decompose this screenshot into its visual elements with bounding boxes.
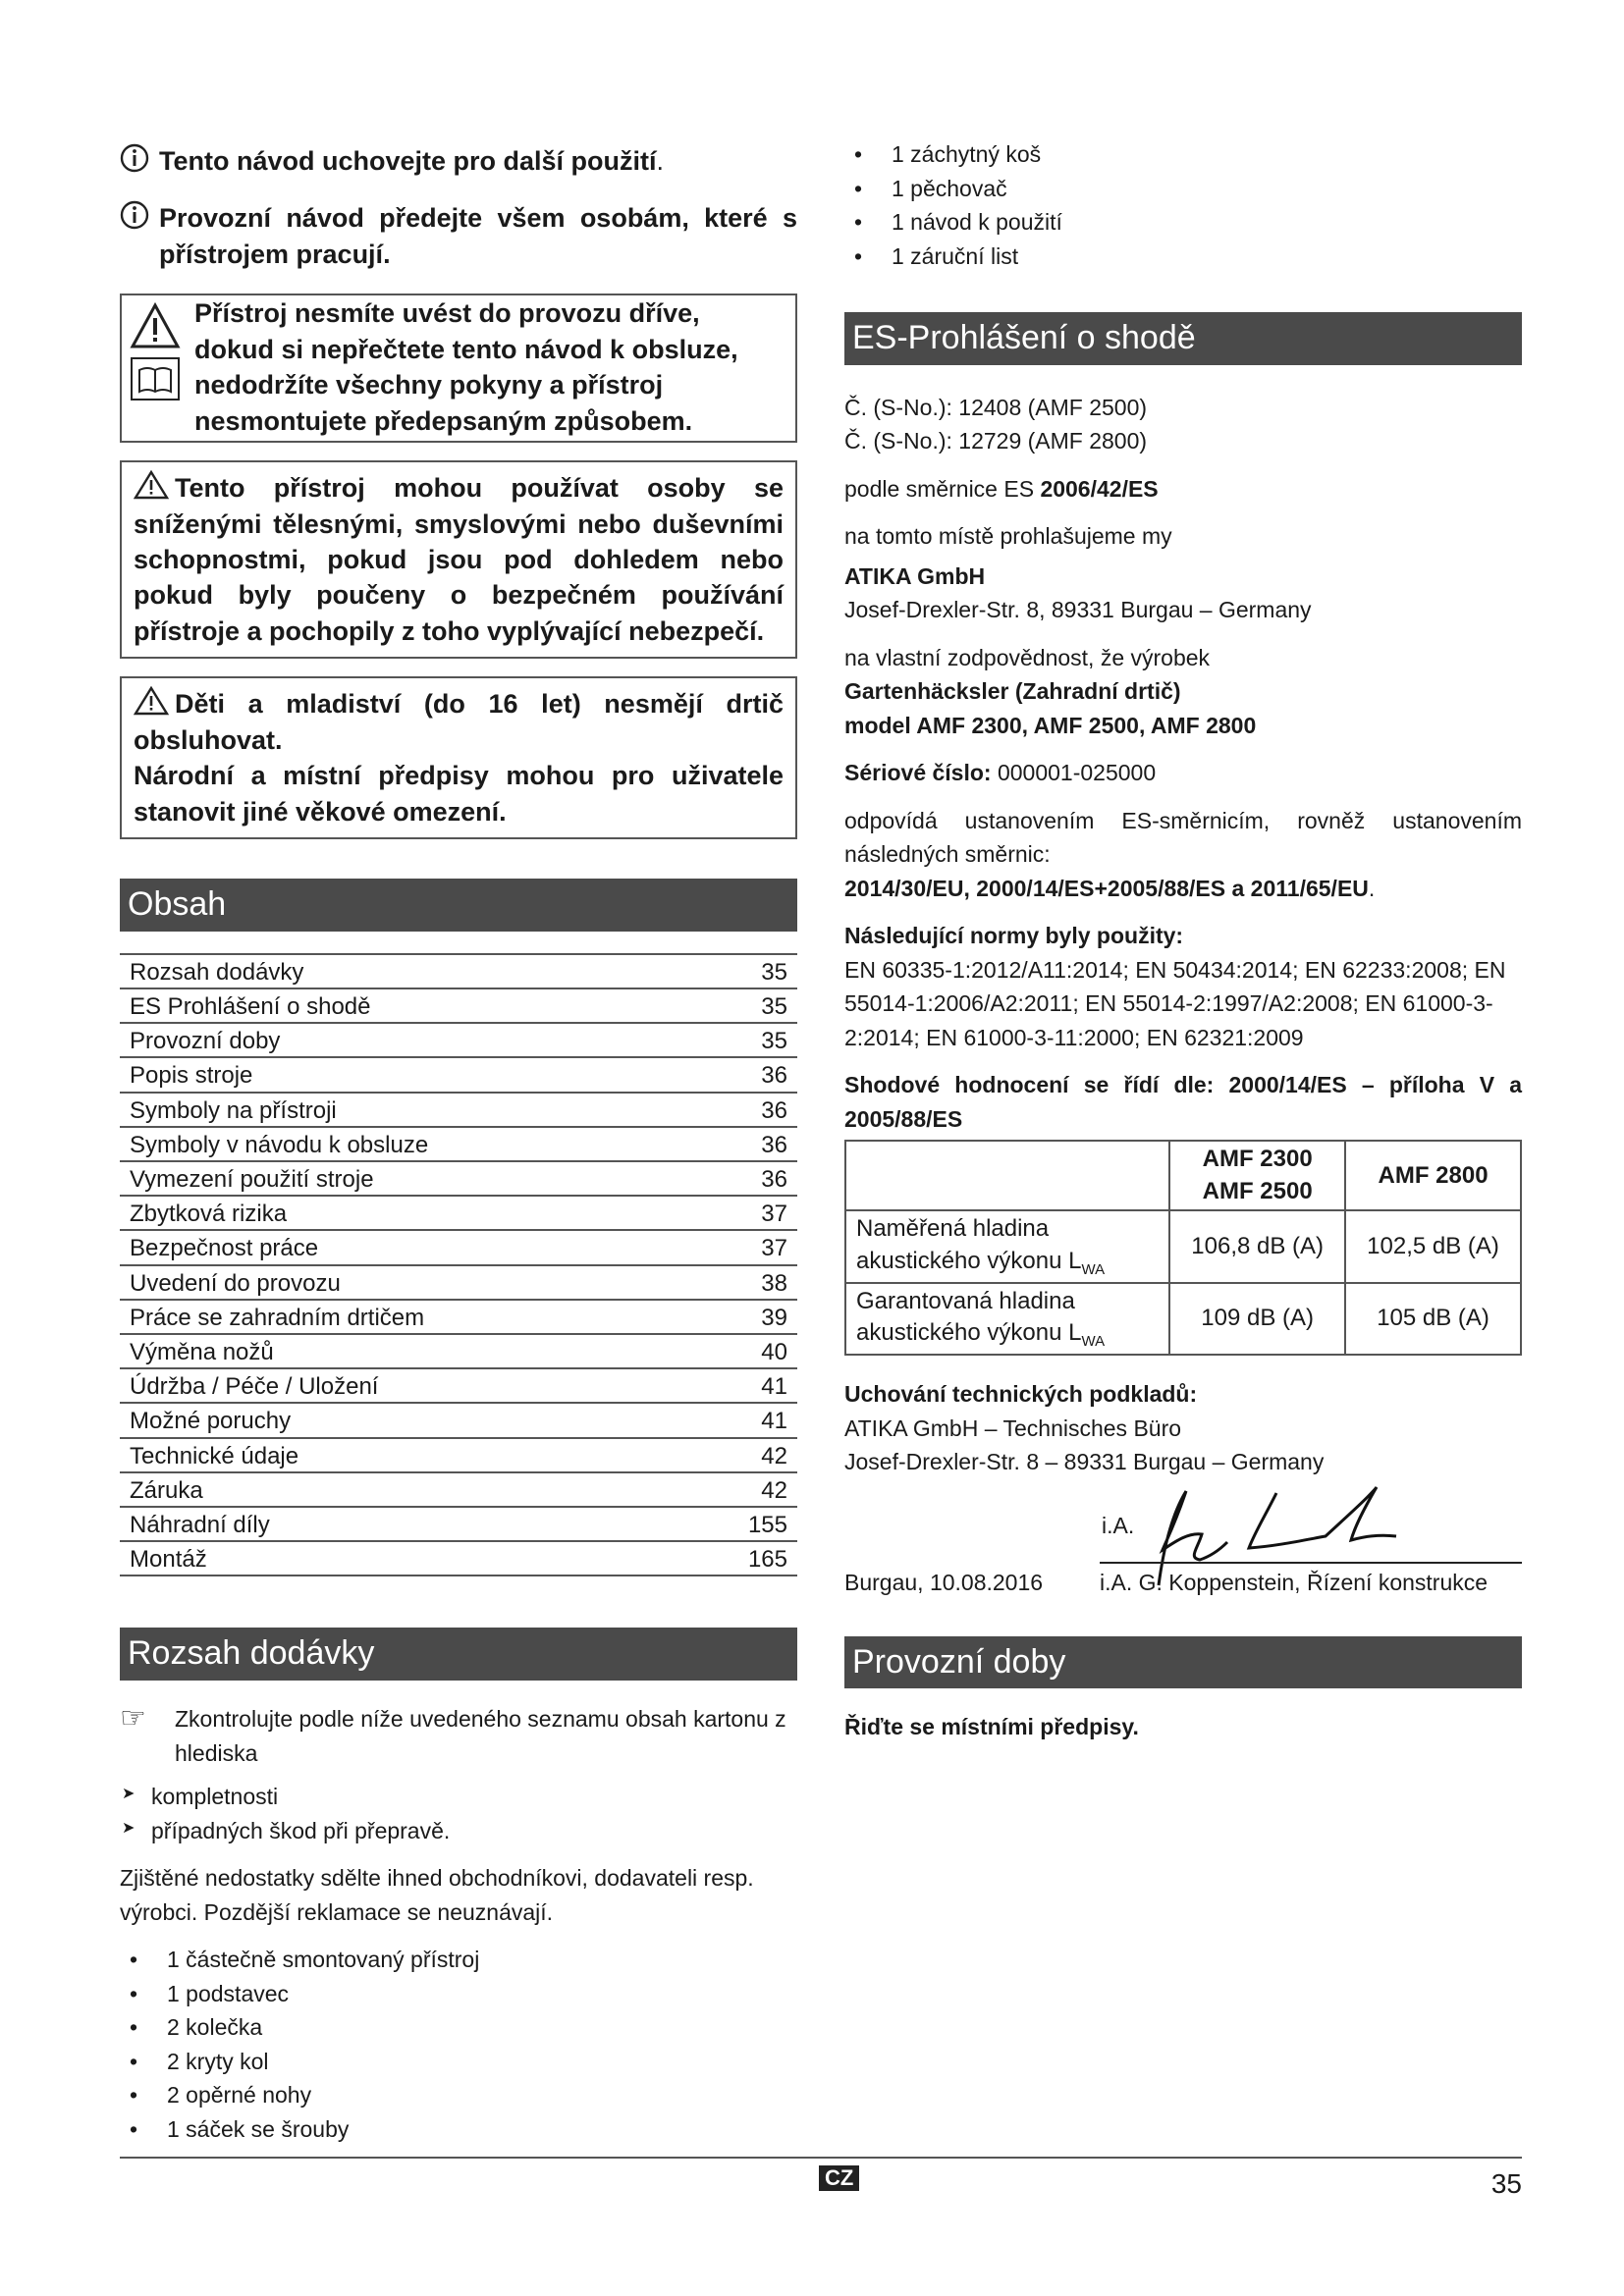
sound-row2-label: Garantovaná hladina akustického výkonu L [856,1287,1082,1346]
toc-page: 35 [699,988,797,1023]
toc-label: Práce se zahradním drtičem [120,1300,699,1334]
list-item: • 1 sáček se šrouby [120,2112,797,2147]
toc-page: 36 [699,1057,797,1092]
docs-line1: ATIKA GmbH – Technisches Büro [844,1415,1182,1441]
delivery-hint [120,1702,797,1770]
toc-label: Provozní doby [120,1023,699,1057]
place-date: Burgau, 10.08.2016 [844,1569,1044,1595]
toc-row [120,1541,797,1575]
list-item: • 2 kolečka [120,2010,797,2045]
sound-row1-label: Naměřená hladina akustického výkonu L [856,1215,1082,1274]
sound-row2-v1: 109 dB (A) [1169,1283,1345,1355]
toc-row [120,1023,797,1057]
toc-label: Zbytková rizika [120,1196,699,1230]
toc-page: 35 [699,954,797,988]
signature-block [844,1491,1522,1595]
toc-page: 36 [699,1161,797,1196]
toc-row [120,1057,797,1092]
toc-row [120,1127,797,1161]
toc-row [120,1161,797,1196]
company-address: Josef-Drexler-Str. 8, 89331 Burgau – Germany [844,597,1312,623]
product-name: Gartenhäcksler (Zahradní drtič) [844,678,1181,705]
toc-page: 38 [699,1265,797,1300]
section-heading-operating-hours: Provozní doby [844,1636,1522,1689]
warning-restricted-persons-text: Tento přístroj mohou používat osoby se sníženými tělesnými, smyslovými nebo duševními schopnostmi, pokud jsou pod dohledem nebo pokud byly poučeny o bezpečném používání přístroje a pochopily z toho vyplývající nebezpečí. [134,473,784,646]
toc-row [120,1093,797,1127]
toc-row [120,1438,797,1472]
toc-row [120,1507,797,1541]
toc-page: 41 [699,1403,797,1437]
info-icon [120,143,149,173]
sound-row2-v2: 105 dB (A) [1345,1283,1521,1355]
toc-label: Záruka [120,1472,699,1507]
we-declare: na tomto místě prohlašujeme my [844,523,1172,550]
list-item: ➤ kompletnosti [120,1780,797,1814]
sound-col1-b: AMF 2500 [1202,1177,1313,1204]
delivery-items-right [844,137,1522,273]
toc-page: 42 [699,1438,797,1472]
conformity-text: Shodové hodnocení se řídí dle: 2000/14/ES – příloha V a 2005/88/ES [844,1072,1522,1132]
toc-page: 40 [699,1334,797,1368]
warning-box-restricted-persons [120,460,797,659]
warning-triangle-icon [134,470,169,500]
right-column [844,137,1522,1744]
toc-page: 37 [699,1196,797,1230]
directive-prefix: podle směrnice ES [844,475,1041,502]
directives-list: 2014/30/EU, 2000/14/ES+2005/88/ES a 2011/65/EU [844,875,1369,901]
serial-value: 000001-025000 [991,760,1157,786]
list-item: • 1 návod k použití [844,205,1522,240]
list-item: • 1 záchytný koš [844,137,1522,172]
info-icon [120,200,149,230]
notice-pass-on [120,200,797,272]
toc-row [120,1230,797,1264]
toc-page: 39 [699,1300,797,1334]
warning-triangle-icon [134,686,169,716]
delivery-hint-text: Zkontrolujte podle níže uvedeného seznamu obsah kartonu z hlediska [175,1706,786,1766]
toc-page: 36 [699,1093,797,1127]
notice-pass-on-text: Provozní návod předejte všem osobám, které s přístrojem pracují. [159,203,797,269]
toc-row [120,954,797,988]
notice-keep-bold: Tento návod uchovejte pro další použití [159,146,657,176]
delivery-checks [120,1780,797,1847]
toc-page: 165 [699,1541,797,1575]
toc-label: Technické údaje [120,1438,699,1472]
serial-no-1: Č. (S-No.): 12408 (AMF 2500) [844,394,1148,420]
directive-number: 2006/42/ES [1040,475,1159,502]
notice-keep-rest: . [656,146,665,176]
list-item: • 1 pěchovač [844,172,1522,206]
sound-col2: AMF 2800 [1345,1141,1521,1210]
pointing-hand-icon: ☞ [120,1702,146,1735]
left-column [120,143,797,2146]
warning-age-line1: Děti a mladiství (do 16 let) nesmějí drtič obsluhovat. [134,689,784,755]
toc-label: ES Prohlášení o shodě [120,988,699,1023]
delivery-items-left [120,1943,797,2146]
norms-list: EN 60335-1:2012/A11:2014; EN 50434:2014; EN 62233:2008; EN 55014-1:2006/A2:2011; EN 55014-2:1997/A2:2008; EN 61000-3-2:2014; EN 61000-3-11:2000; EN 62321:2009 [844,956,1506,1050]
toc-row [120,1196,797,1230]
toc-row [120,1300,797,1334]
toc-label: Symboly na přístroji [120,1093,699,1127]
company-name: ATIKA GmbH [844,562,986,589]
serial-no-2: Č. (S-No.): 12729 (AMF 2800) [844,428,1148,454]
toc-label: Vymezení použití stroje [120,1161,699,1196]
delivery-note: Zjištěné nedostatky sdělte ihned obchodníkovi, dodavateli resp. výrobci. Pozdější reklamace se neuznávají. [120,1865,754,1925]
docs-line2: Josef-Drexler-Str. 8 – 89331 Burgau – Germany [844,1449,1325,1475]
list-item: • 1 částečně smontovaný přístroj [120,1943,797,1977]
operating-hours-text: Řiďte se místními předpisy. [844,1714,1139,1740]
toc-row [120,1368,797,1403]
sound-row1-v2: 102,5 dB (A) [1345,1210,1521,1282]
serial-label: Sériové číslo: [844,760,992,786]
responsibility-text: na vlastní zodpovědnost, že výrobek [844,644,1211,670]
toc-page: 36 [699,1127,797,1161]
toc-label: Údržba / Péče / Uložení [120,1368,699,1403]
signature-line [1100,1562,1522,1564]
toc-label: Náhradní díly [120,1507,699,1541]
signature-ia: i.A. [1102,1512,1135,1538]
read-manual-icon [130,356,181,401]
toc-label: Rozsah dodávky [120,954,699,988]
toc-label: Uvedení do provozu [120,1265,699,1300]
table-of-contents [120,953,797,1576]
list-item: • 2 kryty kol [120,2045,797,2079]
docs-heading: Uchování technických podkladů: [844,1381,1198,1408]
warning-triangle-icon [130,301,181,350]
toc-page: 37 [699,1230,797,1264]
sound-row1-sub: WA [1081,1260,1106,1278]
toc-label: Výměna nožů [120,1334,699,1368]
section-heading-contents: Obsah [120,879,797,932]
page-number: 35 [1490,2168,1522,2199]
section-heading-declaration: ES-Prohlášení o shodě [844,312,1522,365]
toc-row [120,988,797,1023]
list-item: • 1 podstavec [120,1977,797,2011]
toc-label: Symboly v návodu k obsluze [120,1127,699,1161]
notice-keep-manual [120,143,797,179]
sound-power-table [844,1140,1522,1356]
toc-label: Popis stroje [120,1057,699,1092]
warning-box-read-manual [120,294,797,443]
toc-row [120,1334,797,1368]
sound-row1-v1: 106,8 dB (A) [1169,1210,1345,1282]
country-badge: CZ [819,2165,859,2191]
toc-page: 41 [699,1368,797,1403]
warning-box-read-manual-text: Přístroj nesmíte uvést do provozu dříve, dokud si nepřečtete tento návod k obsluze, nedodržíte všechny pokyny a přístroj nesmontujete předepsaným způsobem. [194,298,738,436]
toc-page: 35 [699,1023,797,1057]
toc-label: Montáž [120,1541,699,1575]
list-item: ➤ případných škod při přepravě. [120,1814,797,1848]
product-models: model AMF 2300, AMF 2500, AMF 2800 [844,712,1257,738]
toc-page: 42 [699,1472,797,1507]
toc-label: Bezpečnost práce [120,1230,699,1264]
signatory-name: i.A. G. Koppenstein, Řízení konstrukce [1100,1569,1489,1595]
toc-page: 155 [699,1507,797,1541]
warning-box-age-limit [120,676,797,839]
warning-age-line2: Národní a místní předpisy mohou pro uživatele stanovit jiné věkové omezení. [134,761,784,827]
toc-row [120,1472,797,1507]
section-heading-delivery: Rozsah dodávky [120,1628,797,1681]
toc-row [120,1265,797,1300]
list-item: • 1 záruční list [844,240,1522,274]
toc-label: Možné poruchy [120,1403,699,1437]
list-item: • 2 opěrné nohy [120,2078,797,2112]
toc-row [120,1403,797,1437]
complies-text: odpovídá ustanovením ES-směrnicím, rovněž ustanovením následných směrnic: [844,807,1522,868]
sound-col1-a: AMF 2300 [1202,1146,1313,1173]
footer-divider [120,2157,1522,2159]
directives-end: . [1368,875,1376,901]
sound-row2-sub: WA [1081,1332,1106,1350]
norms-heading: Následující normy byly použity: [844,923,1184,949]
